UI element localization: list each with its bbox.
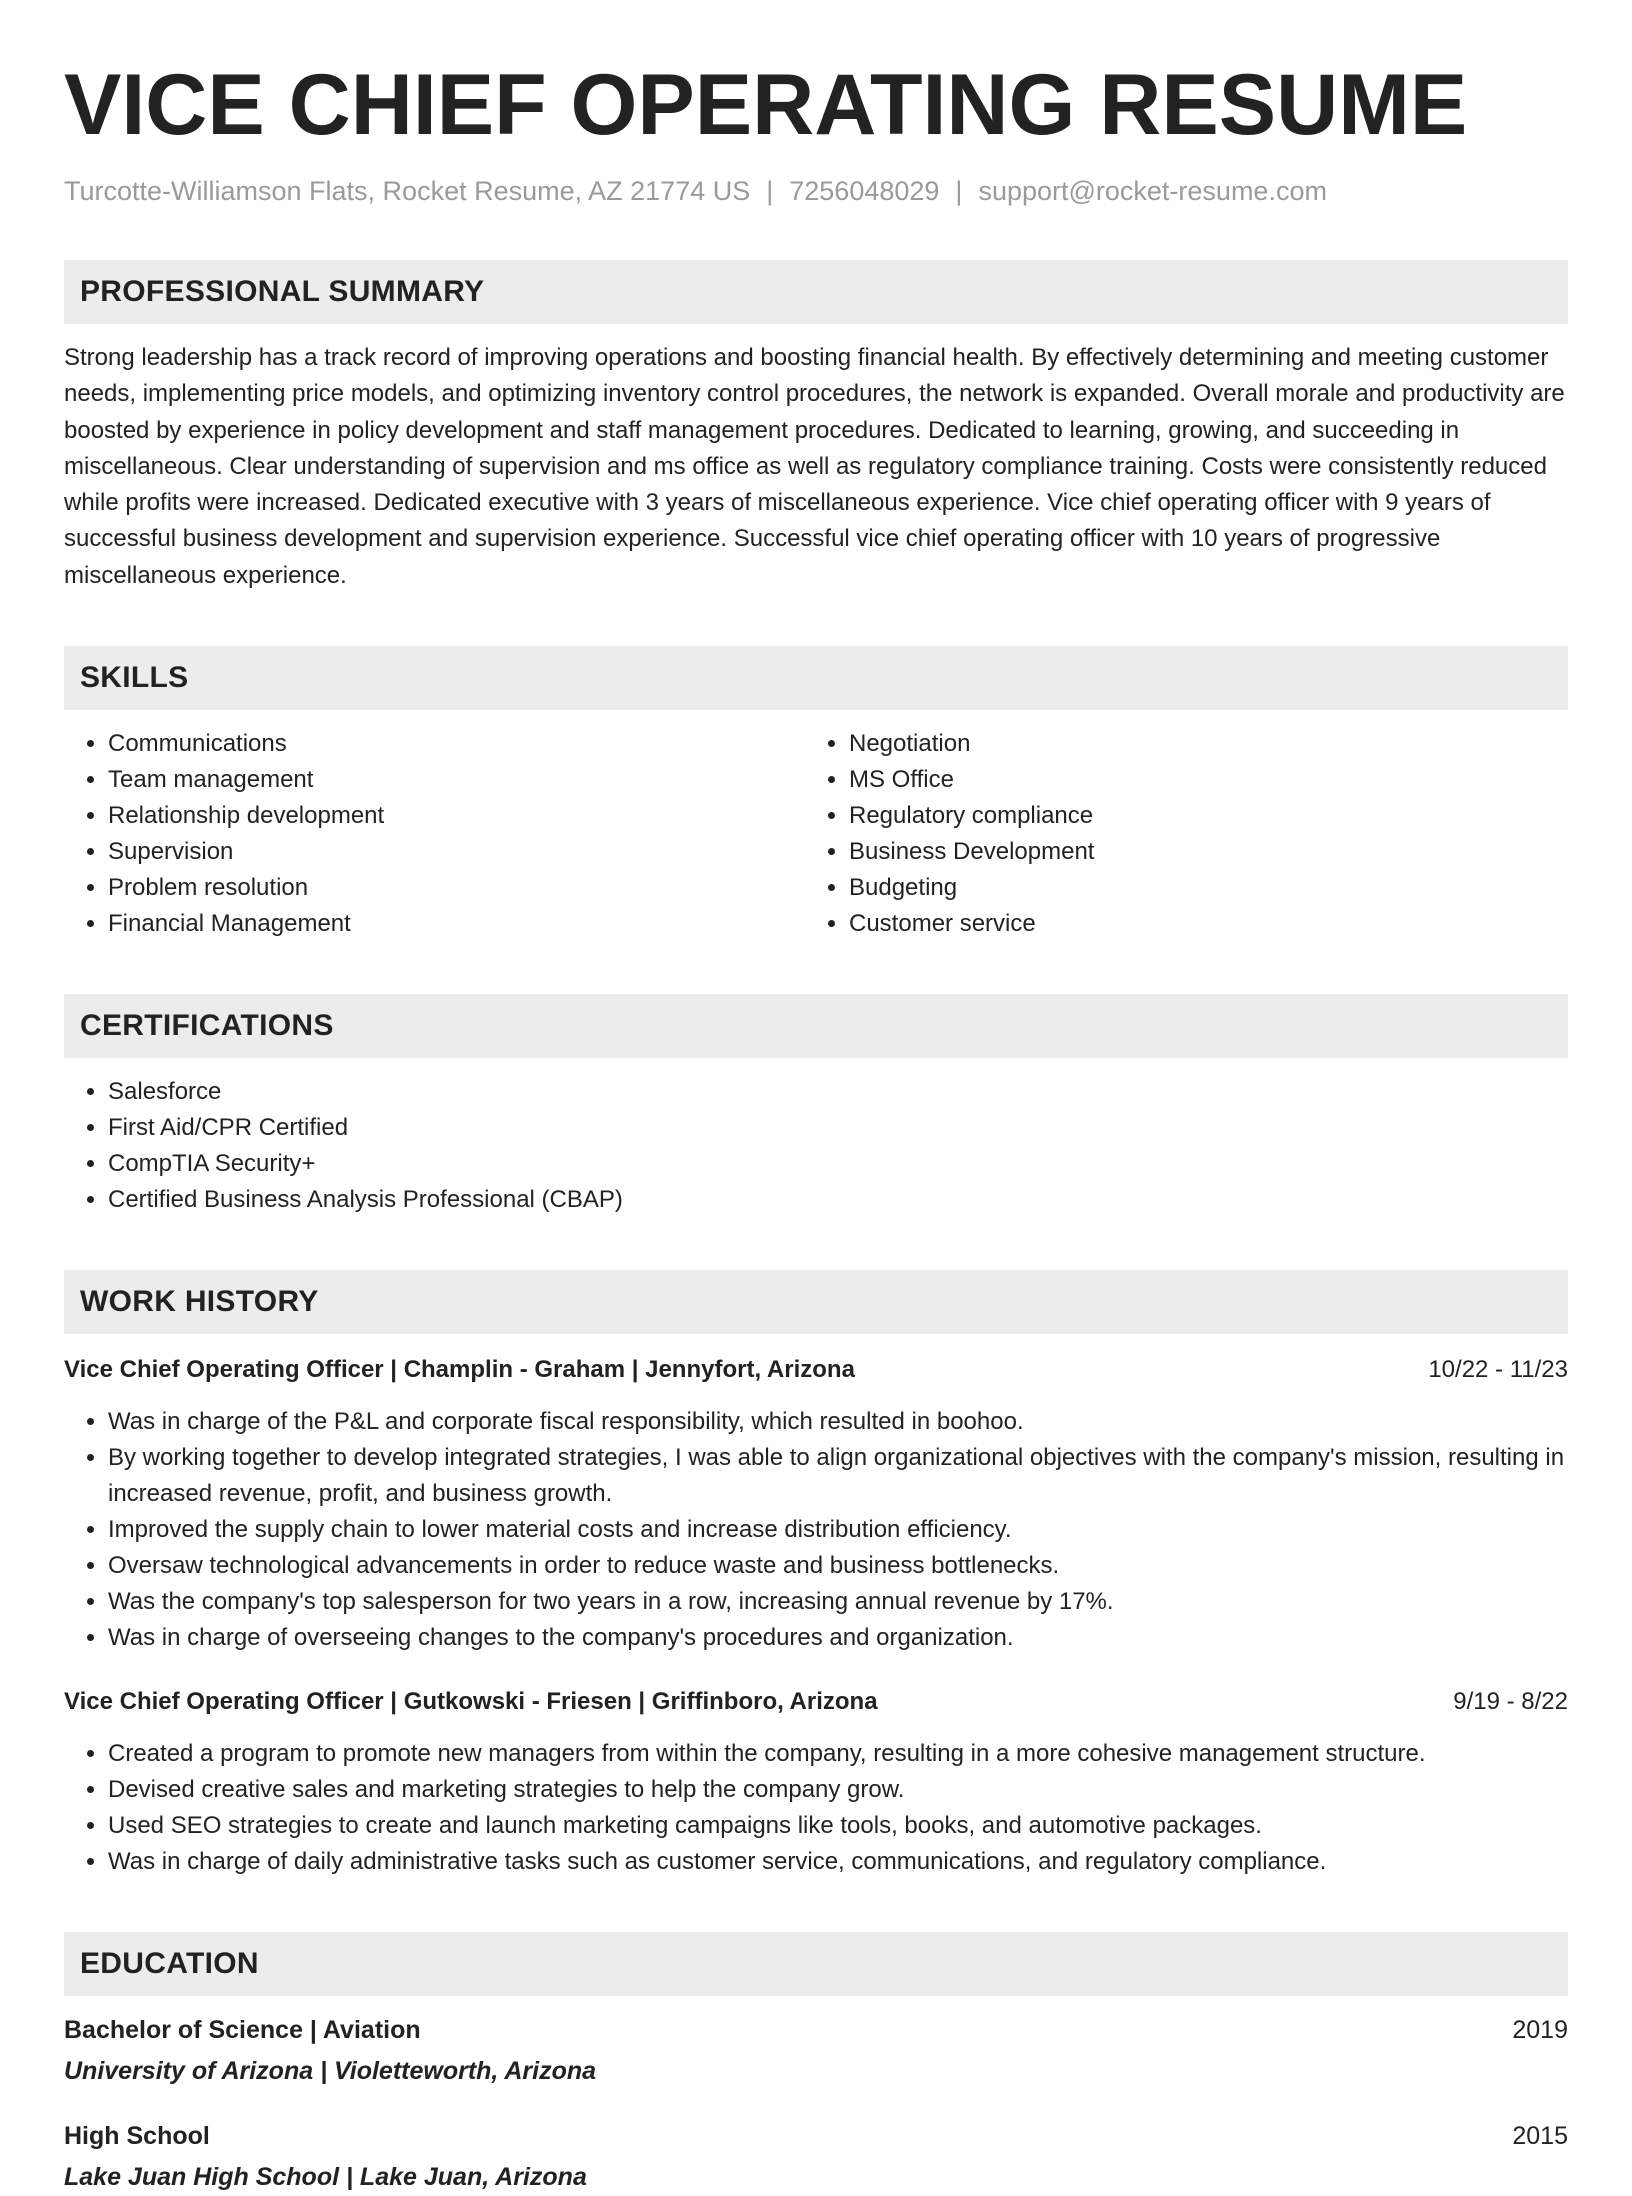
education-entry: [64, 2118, 1568, 2196]
list-item: • Business Development: [849, 834, 1546, 870]
job-entry: [64, 1684, 1568, 1880]
job-title: Vice Chief Operating Officer | Gutkowski - Friesen | Griffinboro, Arizona: [64, 1688, 878, 1716]
list-item: • Salesforce: [108, 1074, 1568, 1110]
list-item: • CompTIA Security+: [108, 1146, 1568, 1182]
contact-separator: |: [766, 176, 774, 206]
list-item: • First Aid/CPR Certified: [108, 1110, 1568, 1146]
section-heading-skills: SKILLS: [64, 646, 1568, 710]
list-item: • Regulatory compliance: [849, 798, 1546, 834]
list-item: • Customer service: [849, 906, 1546, 942]
section-heading-education: EDUCATION: [64, 1932, 1568, 1996]
contact-address: Turcotte-Williamson Flats, Rocket Resume, AZ 21774 US: [64, 176, 751, 206]
list-item: • Certified Business Analysis Professional (CBAP): [108, 1182, 1568, 1218]
list-item: • By working together to develop integrated strategies, I was able to align organizational objectives with the company's mission, resulting in increased revenue, profit, and business growth.: [108, 1440, 1568, 1512]
contact-phone: 7256048029: [789, 176, 940, 206]
education-year: 2015: [1512, 2122, 1568, 2151]
job-header: [64, 1684, 1568, 1720]
list-item: • Was in charge of daily administrative tasks such as customer service, communications, and regulatory compliance.: [108, 1844, 1568, 1880]
list-item: • Supervision: [108, 834, 805, 870]
job-header: [64, 1352, 1568, 1388]
list-item: • Financial Management: [108, 906, 805, 942]
list-item: • Oversaw technological advancements in order to reduce waste and business bottlenecks.: [108, 1548, 1568, 1584]
education-header: [64, 2118, 1568, 2154]
skills-list-right: [805, 726, 1546, 942]
list-item: • Devised creative sales and marketing strategies to help the company grow.: [108, 1772, 1568, 1808]
list-item: • Problem resolution: [108, 870, 805, 906]
list-item: • Budgeting: [849, 870, 1546, 906]
list-item: • Was in charge of the P&L and corporate fiscal responsibility, which resulted in boohoo.: [108, 1404, 1568, 1440]
summary-text: Strong leadership has a track record of improving operations and boosting financial health. By effectively determining and meeting customer needs, implementing price models, and optimizing inventory control procedures, the network is expanded. Overall morale and productivity are boosted by experience in policy development and staff management procedures. Dedicated to learning, growing, and succeeding in miscellaneous. Clear understanding of supervision and ms office as well as regulatory compliance training. Costs were consistently reduced while profits were increased. Dedicated executive with 3 years of miscellaneous experience. Vice chief operating officer with 9 years of successful business development and supervision experience. Successful vice chief operating officer with 10 years of progressive miscellaneous experience.: [64, 344, 1565, 589]
job-dates: 10/22 - 11/23: [1428, 1356, 1568, 1384]
resume-title: VICE CHIEF OPERATING RESUME: [64, 57, 1468, 153]
education-year: 2019: [1512, 2016, 1568, 2045]
education-header: [64, 2012, 1568, 2048]
list-item: • Created a program to promote new managers from within the company, resulting in a more cohesive management structure.: [108, 1736, 1568, 1772]
job-dates: 9/19 - 8/22: [1453, 1688, 1568, 1716]
contact-line: [64, 172, 1568, 210]
section-heading-work-history: WORK HISTORY: [64, 1270, 1568, 1334]
certifications-list: [64, 1074, 1568, 1218]
contact-email: support@rocket-resume.com: [978, 176, 1327, 206]
section-heading-certifications: CERTIFICATIONS: [64, 994, 1568, 1058]
contact-separator: |: [955, 176, 963, 206]
job-bullets: [64, 1404, 1568, 1656]
education-school: University of Arizona | Violetteworth, Arizona: [64, 2057, 597, 2086]
list-item: • Relationship development: [108, 798, 805, 834]
list-item: • Was the company's top salesperson for two years in a row, increasing annual revenue by 17%.: [108, 1584, 1568, 1620]
list-item: • Communications: [108, 726, 805, 762]
list-item: • Improved the supply chain to lower material costs and increase distribution efficiency.: [108, 1512, 1568, 1548]
skills-list-left: [64, 726, 805, 942]
list-item: • Team management: [108, 762, 805, 798]
section-heading-summary: PROFESSIONAL SUMMARY: [64, 260, 1568, 324]
education-degree: Bachelor of Science | Aviation: [64, 2016, 421, 2045]
education-entry: [64, 2012, 1568, 2090]
list-item: • Used SEO strategies to create and launch marketing campaigns like tools, books, and automotive packages.: [108, 1808, 1568, 1844]
job-title: Vice Chief Operating Officer | Champlin - Graham | Jennyfort, Arizona: [64, 1356, 855, 1384]
education-school: Lake Juan High School | Lake Juan, Arizona: [64, 2163, 587, 2192]
job-entry: [64, 1352, 1568, 1656]
list-item: • Was in charge of overseeing changes to the company's procedures and organization.: [108, 1620, 1568, 1656]
skills-grid: [64, 726, 1568, 942]
education-degree: High School: [64, 2122, 210, 2151]
list-item: • MS Office: [849, 762, 1546, 798]
list-item: • Negotiation: [849, 726, 1546, 762]
job-bullets: [64, 1736, 1568, 1880]
